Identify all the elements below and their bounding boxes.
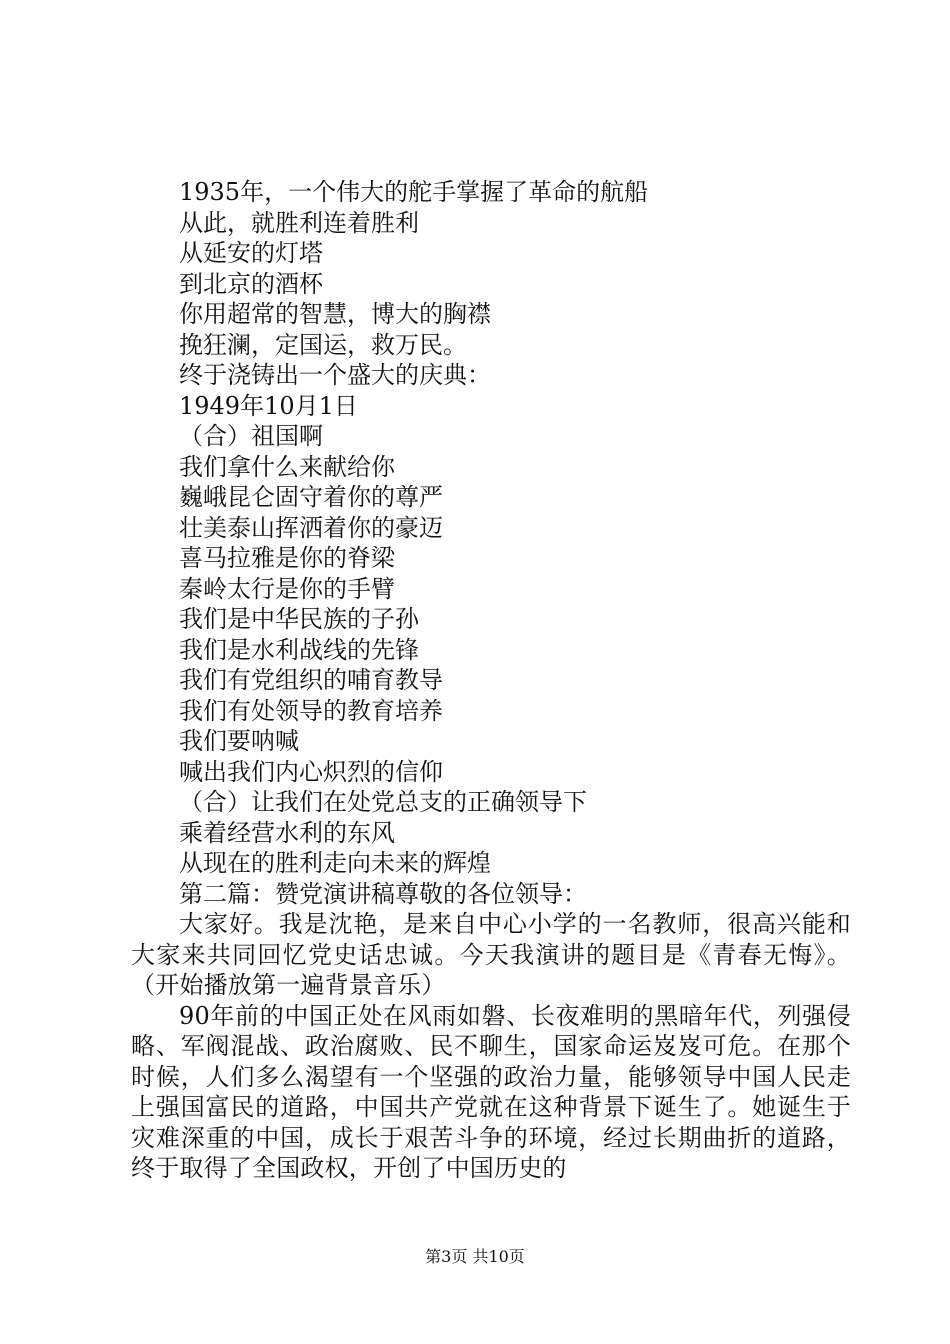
poem-line: 我们拿什么来献给你 xyxy=(179,452,395,481)
poem-line: 从现在的胜利走向未来的辉煌 xyxy=(179,849,491,877)
poem-line: 巍峨昆仑固守着你的尊严 xyxy=(179,483,443,511)
poem-line: 第二篇：赞党演讲稿尊敬的各位领导： xyxy=(179,879,587,908)
body-paragraph: 90年前的中国正处在风雨如磐、长夜难明的黑暗年代，列强侵略、军阀混战、政治腐败、民不聊生，国家命运岌岌可危。在那个时候，人们多么渴望有一个坚强的政治力量，能够领导中国人民走上强国富民的道路，中国共产党就在这种背景下诞生了。她诞生于灾难深重的中国，成长于艰苦斗争的环境，经过长期曲折的道路，终于取得了全国政权，开创了中国历史的 xyxy=(131,1001,851,1182)
poem-line: 挽狂澜，定国运，救万民。 xyxy=(179,330,467,359)
poem-line: 壮美泰山挥洒着你的豪迈 xyxy=(179,513,443,542)
poem-line: 我们是水利战线的先锋 xyxy=(179,635,419,664)
poem-line: 1935年，一个伟大的舵手掌握了革命的航船 xyxy=(179,178,649,206)
poem-block xyxy=(131,177,851,909)
poem-line: 乘着经营水利的东风 xyxy=(179,818,395,847)
document-body xyxy=(131,177,851,1184)
page-footer: 第3页 共10页 xyxy=(425,1247,525,1266)
poem-line: 喊出我们内心炽烈的信仰 xyxy=(179,757,443,786)
body-paragraph: 大家好。我是沈艳，是来自中心小学的一名教师，很高兴能和大家来共同回忆党史话忠诚。今天我演讲的题目是《青春无悔》。（开始播放第一遍背景音乐） xyxy=(131,910,851,999)
poem-line: 从此，就胜利连着胜利 xyxy=(179,208,419,237)
poem-line: 我们有党组织的哺育教导 xyxy=(179,666,443,694)
poem-line: 终于浇铸出一个盛大的庆典： xyxy=(179,361,491,389)
poem-line: 你用超常的智慧，博大的胸襟 xyxy=(179,300,491,328)
poem-line: 从延安的灯塔 xyxy=(179,239,323,267)
poem-line: 喜马拉雅是你的脊梁 xyxy=(179,544,395,572)
prose-block xyxy=(131,909,851,1184)
poem-line: 到北京的酒杯 xyxy=(179,269,323,298)
poem-line: （合）祖国啊 xyxy=(179,422,323,450)
poem-line: （合）让我们在处党总支的正确领导下 xyxy=(179,788,587,816)
poem-line: 1949年10月1日 xyxy=(179,391,358,420)
poem-line: 我们要呐喊 xyxy=(179,727,299,755)
poem-line: 秦岭太行是你的手臂 xyxy=(179,574,395,603)
poem-line: 我们有处领导的教育培养 xyxy=(179,696,443,725)
poem-line: 我们是中华民族的子孙 xyxy=(179,605,419,633)
